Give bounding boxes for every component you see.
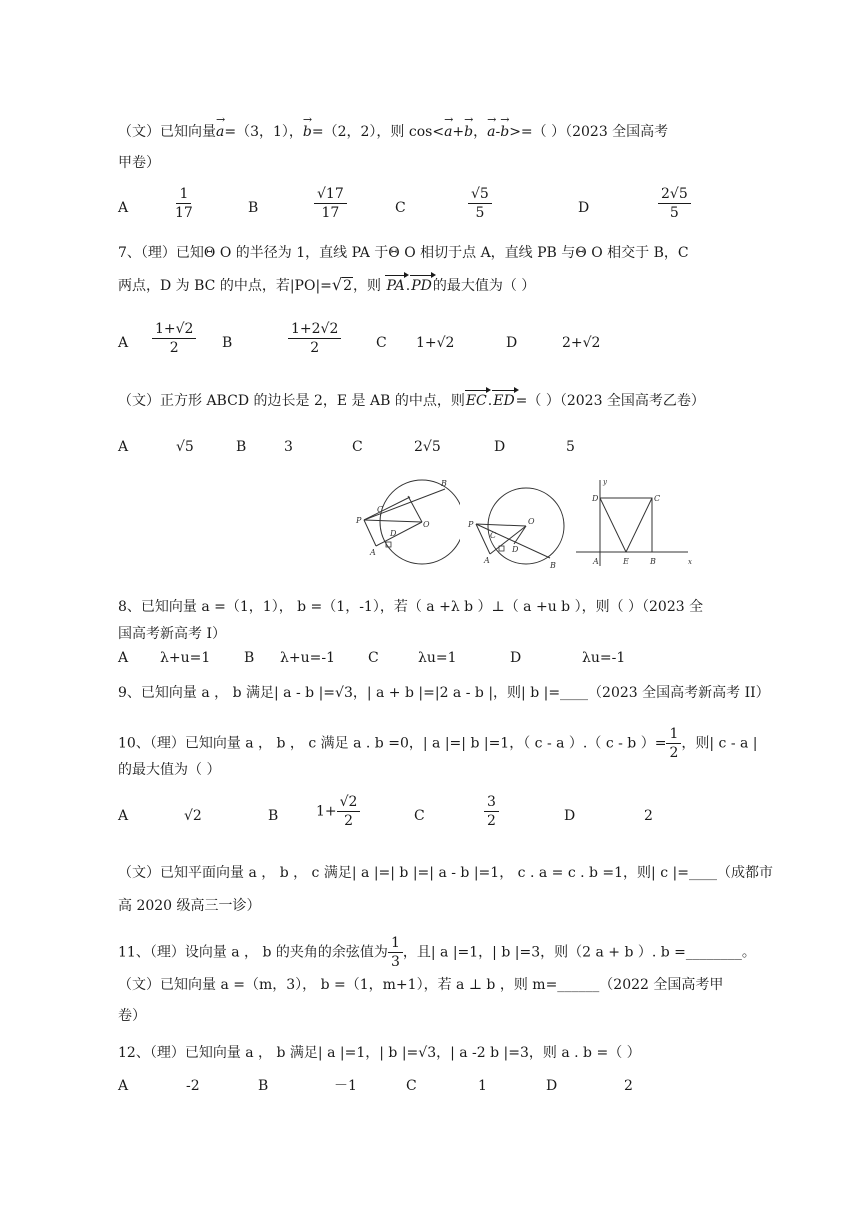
figure-circle-2 bbox=[464, 486, 568, 572]
q8-opt-d-value: λu=-1 bbox=[582, 650, 626, 666]
q8-line1: 8、已知向量 a =（1，1）， b =（1，-1），若（ a +λ b ）⊥（ a +u b ），则（ ）（2023 全 bbox=[118, 599, 704, 615]
fig2-label-c: C bbox=[490, 531, 497, 540]
q10l-opt-d-label: D bbox=[564, 808, 576, 824]
q10l-opt-d-value: 2 bbox=[644, 808, 653, 824]
q11w-line2: 卷） bbox=[118, 1008, 146, 1024]
q6w-opt-c-value: $\frac{√5}{5}$ bbox=[468, 185, 492, 222]
q8-opt-b-value: λ+u=-1 bbox=[280, 650, 335, 666]
q6w-opt-c-label: C bbox=[395, 200, 406, 216]
q10l-opt-c-label: C bbox=[414, 808, 425, 824]
q11w-line1: （文）已知向量 a =（m，3）， b =（1，m+1），若 a ⊥ b ，则 m=______（2022 全国高考甲 bbox=[118, 977, 724, 993]
q6w-line2: 甲卷） bbox=[118, 155, 160, 171]
fig1-label-b: B bbox=[441, 479, 447, 488]
q7l-line1: 7、（理）已知Θ O 的半径为 1，直线 PA 于Θ O 相切于点 A，直线 PB 与Θ O 相交于 B，C bbox=[118, 245, 689, 261]
q12-line: 12、（理）已知向量 a ， b 满足| a |=1，| b |=√3，| a -2 b |=3，则 a . b =（ ） bbox=[118, 1045, 641, 1061]
q6w-opt-d-value: $\frac{2√5}{5}$ bbox=[658, 185, 691, 222]
figure-square-axes bbox=[572, 474, 698, 572]
fig3-label-a: A bbox=[593, 557, 599, 566]
fig1-label-a: A bbox=[370, 548, 376, 557]
q8-opt-a-label: A bbox=[118, 650, 129, 666]
q7w-opt-a-value: √5 bbox=[176, 439, 194, 455]
q12-opt-b-value: －1 bbox=[334, 1078, 357, 1094]
q7w-opt-c-label: C bbox=[352, 439, 363, 455]
q12-opt-b-label: B bbox=[258, 1078, 269, 1094]
fig3-label-b: B bbox=[650, 557, 656, 566]
q7w-opt-b-label: B bbox=[236, 439, 247, 455]
q10l-opt-a-label: A bbox=[118, 808, 129, 824]
fig3-label-d: D bbox=[592, 494, 599, 503]
q10l-line2: 的最大值为（ ） bbox=[118, 762, 221, 778]
q8-opt-c-label: C bbox=[368, 650, 379, 666]
q8-line2: 国高考新高考 I） bbox=[118, 626, 226, 642]
q7w-opt-c-value: 2√5 bbox=[414, 439, 441, 455]
q7l-opt-b-value: $\frac{1+2√2}{2}$ bbox=[288, 320, 341, 357]
q12-opt-c-label: C bbox=[406, 1078, 417, 1094]
fig3-label-x: x bbox=[688, 558, 692, 566]
q10l-opt-a-value: √2 bbox=[184, 808, 202, 824]
fig3-label-y: y bbox=[603, 478, 607, 486]
q12-opt-a-value: -2 bbox=[186, 1078, 200, 1094]
q6w-opt-b-value: $\frac{√17}{17}$ bbox=[314, 185, 347, 222]
q10l-opt-b-value: 1+ $\frac{√2}{2}$ bbox=[316, 793, 360, 830]
q10l-opt-c-value: $\frac{3}{2}$ bbox=[484, 793, 499, 830]
q7w-opt-a-label: A bbox=[118, 439, 129, 455]
q6w-opt-a-value: $\frac{1}{17}$ bbox=[175, 186, 193, 221]
q7l-opt-d-value: 2+√2 bbox=[562, 335, 601, 351]
q7w-opt-b-value: 3 bbox=[284, 439, 293, 455]
q9-line: 9、已知向量 a ， b 满足| a - b |=√3，| a + b |=|2 a - b |，则| b |=____（2023 全国高考新高考 II） bbox=[118, 685, 770, 701]
q11l-line: 11、（理）设向量 a ， b 的夹角的余弦值为 $\frac{1}{3}$ ，且| a |=1，| b |=3，则（2 a + b ）. b =________。 bbox=[118, 935, 756, 970]
q10w-line1: （文）已知平面向量 a ， b ， c 满足| a |=| b |=| a - b |=1， c . a = c . b =1，则| c |=____（成都市 bbox=[118, 865, 773, 881]
q6w-opt-d-label: D bbox=[578, 200, 590, 216]
q7l-opt-c-value: 1+√2 bbox=[416, 335, 455, 351]
q12-opt-d-label: D bbox=[546, 1078, 558, 1094]
q10l-line1: 10、（理）已知向量 a ， b ， c 满足 a . b =0，| a |=| b |=1，（ c - a ）.（ c - b ）= $\frac{1}{2}$ ，则| c - a | bbox=[118, 726, 758, 761]
fig3-label-c: C bbox=[654, 494, 661, 503]
fig1-label-d: D bbox=[390, 529, 397, 538]
fig2-label-d: D bbox=[512, 545, 519, 554]
q12-opt-c-value: 1 bbox=[478, 1078, 487, 1094]
q10w-line2: 高 2020 级高三一诊） bbox=[118, 898, 261, 914]
fig2-label-a: A bbox=[484, 556, 490, 565]
q7w-line: （文）正方形 ABCD 的边长是 2，E 是 AB 的中点，则EC.ED=（ ）（2023 全国高考乙卷） bbox=[118, 390, 705, 411]
q12-opt-d-value: 2 bbox=[624, 1078, 633, 1094]
q7l-opt-d-label: D bbox=[506, 335, 518, 351]
q8-opt-b-label: B bbox=[244, 650, 255, 666]
q12-opt-a-label: A bbox=[118, 1078, 129, 1094]
q7w-opt-d-value: 5 bbox=[566, 439, 575, 455]
figure-circle-1 bbox=[350, 476, 460, 566]
q7l-opt-c-label: C bbox=[376, 335, 387, 351]
q6w-line1: （文）已知向量→ a=（3，1），→ b=（2，2），则 cos<→ a+→ b，→ a-→ b>=（ ）（2023 全国高考 bbox=[118, 118, 668, 142]
q8-opt-d-label: D bbox=[510, 650, 522, 666]
q6w-opt-b-label: B bbox=[248, 200, 259, 216]
fig1-label-p: P bbox=[356, 516, 362, 525]
q8-opt-a-value: λ+u=1 bbox=[160, 650, 211, 666]
fig1-label-c: C bbox=[377, 505, 384, 514]
q8-opt-c-value: λu=1 bbox=[418, 650, 457, 666]
q10l-opt-b-label: B bbox=[268, 808, 279, 824]
q7l-opt-a-label: A bbox=[118, 335, 129, 351]
q7w-opt-d-label: D bbox=[494, 439, 506, 455]
fig2-label-o: O bbox=[528, 517, 535, 526]
q7l-opt-a-value: $\frac{1+√2}{2}$ bbox=[152, 320, 196, 357]
fig2-label-p: P bbox=[468, 520, 474, 529]
fig1-label-o: O bbox=[423, 520, 430, 529]
q7l-opt-b-label: B bbox=[222, 335, 233, 351]
q7l-line2: 两点，D 为 BC 的中点，若|PO|=√2，则 PA.PD的最大值为（ ） bbox=[118, 275, 536, 294]
fig3-label-e: E bbox=[623, 557, 629, 566]
q6w-opt-a-label: A bbox=[118, 200, 129, 216]
fig2-label-b: B bbox=[550, 561, 556, 570]
